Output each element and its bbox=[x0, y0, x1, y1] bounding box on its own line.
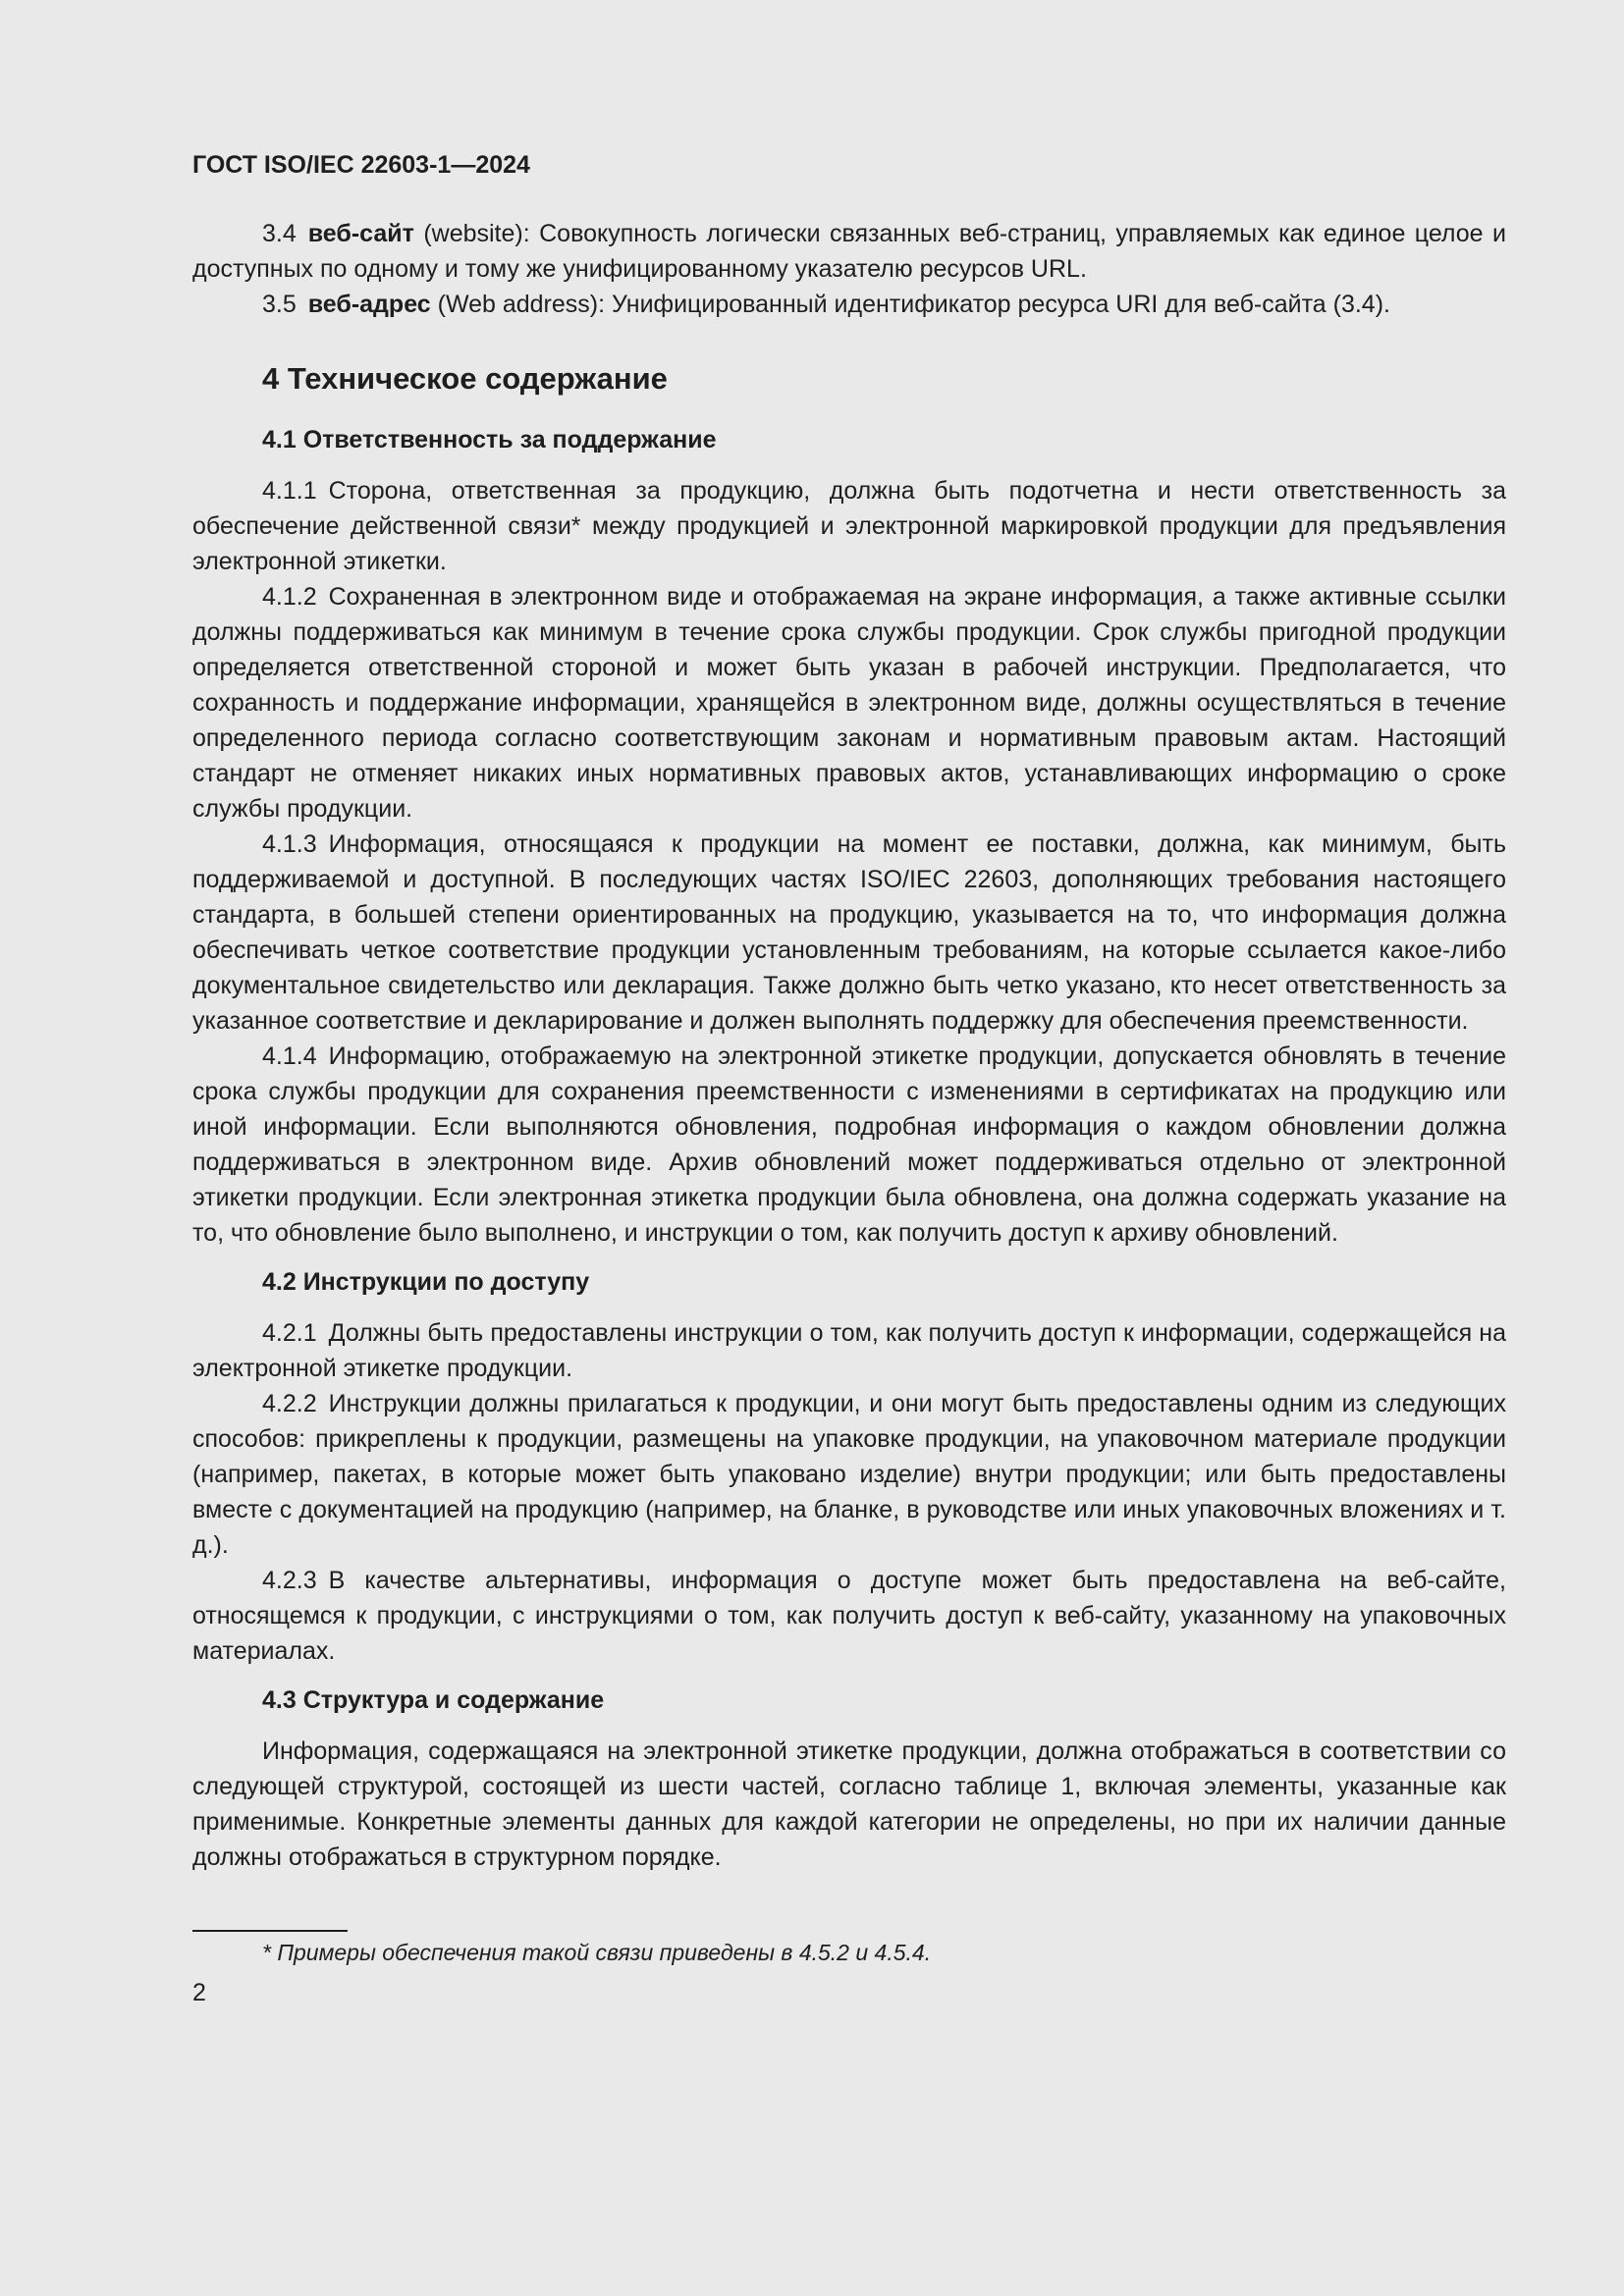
term-text: (Web address): Унифицированный идентификатор ресурса URI для веб-сайта (3.4). bbox=[430, 291, 1390, 318]
clause-text: Информация, относящаяся к продукции на момент ее поставки, должна, как минимум, быть поддерживаемой и доступной. В последующих частях ISO/IEC 22603, дополняющих требования настоящего стандарта, в большей степени ориентированных на продукцию, указывается на то, что информация должна обеспечивать четкое соответствие продукции установленным требованиям, на которые ссылается какое-либо документальное свидетельство или декларация. Также должно быть четко указано, кто несет ответственность за указанное соответствие и декларирование и должен выполнять поддержку для обеспечения преемственности. bbox=[192, 830, 1506, 1035]
page-number: 2 bbox=[192, 1979, 206, 2006]
clause-paragraph bbox=[192, 579, 1506, 827]
term-definition bbox=[192, 287, 1506, 322]
clause-text: Инструкции должны прилагаться к продукции, и они могут быть предоставлены одним из следующих способов: прикреплены к продукции, размещены на упаковке продукции, на упаковочном материале продукции (например, пакетах, в которые может быть упаковано изделие) внутри продукции; или быть предоставлены вместе с документацией на продукцию (например, на бланке, в руководстве или иных упаковочных вложениях и т. д.). bbox=[192, 1390, 1506, 1559]
document-header: ГОСТ ISO/IEC 22603-1—2024 bbox=[192, 151, 530, 179]
term-number: 3.5 bbox=[262, 291, 297, 318]
clause-paragraph bbox=[192, 1039, 1506, 1251]
subsection-heading: 4.1 Ответственность за поддержание bbox=[262, 426, 717, 454]
clause-paragraph: Информация, содержащаяся на электронной этикетке продукции, должна отображаться в соответствии со следующей структурой, состоящей из шести частей, согласно таблице 1, включая элементы, указанные как применимые. Конкретные элементы данных для каждой категории не определены, но при их наличии данные должны отображаться в структурном порядке. bbox=[192, 1737, 1506, 1871]
subsection-heading: 4.3 Структура и содержание bbox=[262, 1686, 605, 1714]
clause-paragraph bbox=[192, 1386, 1506, 1563]
clause-paragraph bbox=[192, 1563, 1506, 1669]
term-text: (website): Совокупность логически связанных веб-страниц, управляемых как единое целое и доступных по одному и тому же унифицированному указателю ресурсов URL. bbox=[192, 220, 1506, 283]
term-number: 3.4 bbox=[262, 220, 297, 247]
clause-number: 4.2.3 bbox=[262, 1567, 317, 1594]
term-name: веб-сайт bbox=[307, 220, 414, 247]
clause-number: 4.1.4 bbox=[262, 1042, 317, 1070]
clause-number: 4.2.1 bbox=[262, 1319, 317, 1347]
clause-number: 4.1.1 bbox=[262, 477, 317, 505]
clause-text: Информацию, отображаемую на электронной этикетке продукции, допускается обновлять в течение срока службы продукции для сохранения преемственности с изменениями в сертификатах на продукцию или иной информации. Если выполняются обновления, подробная информация о каждом обновлении должна поддерживаться в электронном виде. Архив обновлений может поддерживаться отдельно от электронной этикетки продукции. Если электронная этикетка продукции была обновлена, она должна содержать указание на то, что обновление было выполнено, и инструкции о том, как получить доступ к архиву обновлений. bbox=[192, 1042, 1506, 1247]
term-definition bbox=[192, 216, 1506, 287]
term-name: веб-адрес bbox=[307, 291, 431, 318]
clause-paragraph bbox=[192, 473, 1506, 579]
document-page bbox=[192, 147, 1506, 2010]
clause-text: Сторона, ответственная за продукцию, должна быть подотчетна и нести ответственность за обеспечение действенной связи* между продукцией и электронной маркировкой продукции для предъявления электронной этикетки. bbox=[192, 477, 1506, 575]
section-heading: 4 Техническое содержание bbox=[262, 361, 668, 396]
footnote-divider bbox=[192, 1930, 348, 1932]
subsection-heading: 4.2 Инструкции по доступу bbox=[262, 1268, 590, 1296]
clause-text: Должны быть предоставлены инструкции о том, как получить доступ к информации, содержащейся на электронной этикетке продукции. bbox=[192, 1319, 1506, 1382]
clause-text: В качестве альтернативы, информация о доступе может быть предоставлена на веб-сайте, относящемся к продукции, с инструкциями о том, как получить доступ к веб-сайту, указанному на упаковочных материалах. bbox=[192, 1567, 1506, 1665]
footnote: * Примеры обеспечения такой связи приведены в 4.5.2 и 4.5.4. bbox=[262, 1940, 932, 1965]
clause-number: 4.2.2 bbox=[262, 1390, 317, 1417]
clause-paragraph bbox=[192, 1315, 1506, 1386]
clause-number: 4.1.3 bbox=[262, 830, 317, 858]
clause-text: Сохраненная в электронном виде и отображаемая на экране информация, а также активные ссылки должны поддерживаться как минимум в течение срока службы продукции. Срок службы пригодной продукции определяется ответственной стороной и может быть указан в рабочей инструкции. Предполагается, что сохранность и поддержание информации, хранящейся в электронном виде, должны осуществляться в течение определенного периода согласно соответствующим законам и нормативным правовым актам. Настоящий стандарт не отменяет никаких иных нормативных правовых актов, устанавливающих информацию о сроке службы продукции. bbox=[192, 583, 1506, 823]
clause-paragraph bbox=[192, 827, 1506, 1039]
clause-number: 4.1.2 bbox=[262, 583, 317, 611]
